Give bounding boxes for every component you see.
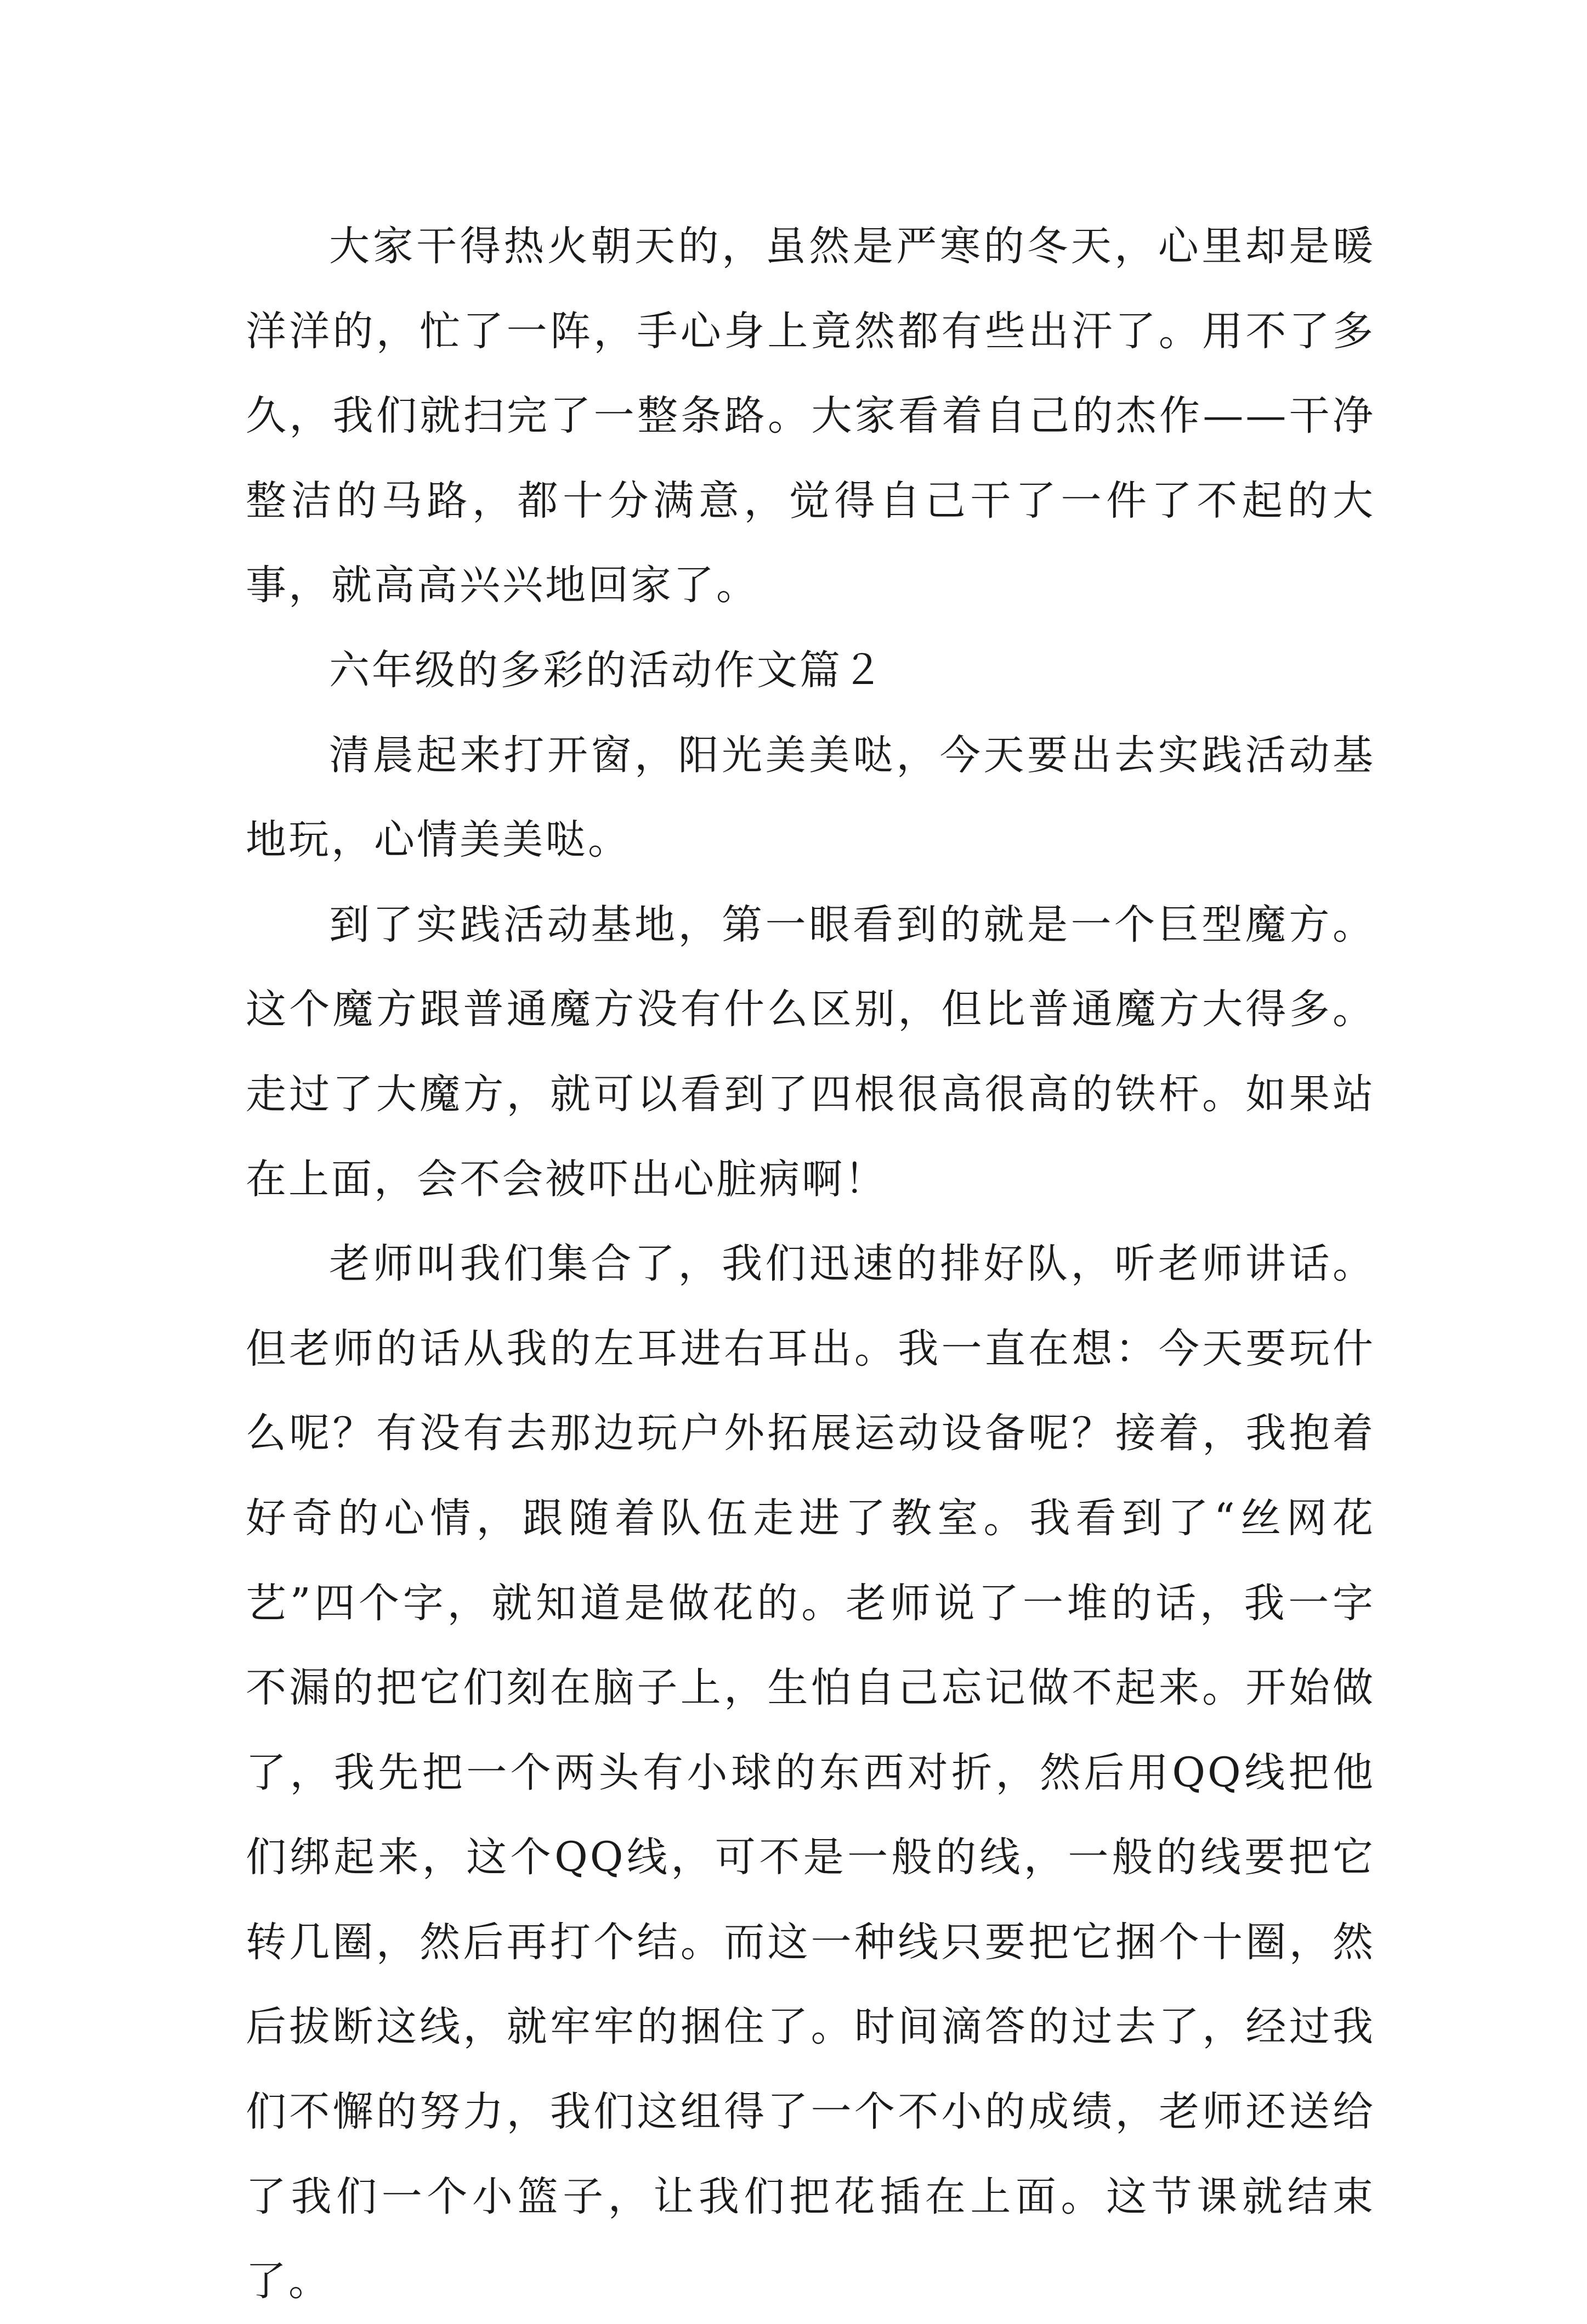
paragraph-3: 到了实践活动基地，第一眼看到的就是一个巨型魔方。这个魔方跟普通魔方没有什么区别，但比普通魔方大得多。走过了大魔方，就可以看到了四根很高很高的铁杆。如果站在上面，会不会被吓出心脏病啊！ xyxy=(246,901,1375,1203)
paragraph-4: 老师叫我们集合了，我们迅速的排好队，听老师讲话。但老师的话从我的左耳进右耳出。我一直在想：今天要玩什么呢？有没有去那边玩户外拓展运动设备呢？接着，我抱着好奇的心情，跟随着队伍走进了教室。我看到了“丝网花艺”四个字，就知道是做花的。老师说了一堆的话，我一字不漏的把它们刻在脑子上，生怕自己忘记做不起来。开始做了，我先把一个两头有小球的东西对折，然后用QQ线把他们绑起来，这个QQ线，可不是一般的线，一般的线要把它转几圈，然后再打个结。而这一种线只要把它捆个十圈，然后拔断这线，就牢牢的捆住了。时间滴答的过去了，经过我们不懈的努力，我们这组得了一个不小的成绩，老师还送给了我们一个小篮子，让我们把花插在上面。这节课就结束了。 xyxy=(246,1240,1375,2305)
document-body xyxy=(246,204,1375,2324)
paragraph-2: 清晨起来打开窗，阳光美美哒，今天要出去实践活动基地玩，心情美美哒。 xyxy=(246,731,1375,864)
section-heading: 六年级的多彩的活动作文篇２ xyxy=(329,646,885,694)
paragraph-1: 大家干得热火朝天的，虽然是严寒的冬天，心里却是暖洋洋的，忙了一阵，手心身上竟然都有些出汗了。用不了多久，我们就扫完了一整条路。大家看着自己的杰作——干净整洁的马路，都十分满意，觉得自己干了一件了不起的大事，就高高兴兴地回家了。 xyxy=(246,223,1375,609)
